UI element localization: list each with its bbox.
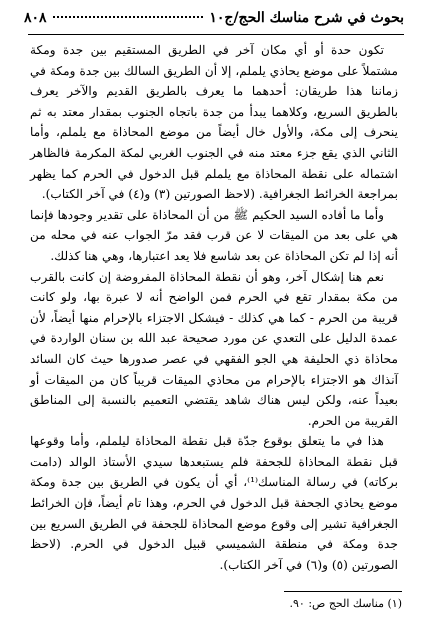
page-number: ٨٠٨ bbox=[24, 10, 47, 26]
header-rule bbox=[28, 34, 404, 35]
paragraph: وأما ما أفاده السيد الحكيم ﷺ من أن المحاذاة على تقدير وجودها فإنما هي على بعد من الميقات لا عن قرب فقد مرّ الجواب عنه في محله من أنه إذا لم تكن المحاذاة عن بعد شاسع فلا يعد اعتبارها، وهي هنا كذلك. bbox=[30, 207, 398, 263]
paragraph: تكون حدة أو أي مكان آخر في الطريق المستقيم بين جدة ومكة مشتملاً على موضع يحاذي يلملم، إلا أن الطريق السالك بين جدة ومكة في زماننا هذا طريقان: أحدهما ما يعرف بالطريق القديم والآخر يعرف بالطريق السريع، وكلاهما يبدأ من جدة باتجاه الجنوب بمقدار معتد به ثم ينحرف إلى مكة، والأول خال أيضاً من موضع المحاذاة مع يلملم، وأما الثاني الذي يقع جزء معتد منه في الجنوب الغربي لمكة المكرمة فالظاهر اشتماله على نقطة المحاذاة مع يلملم قبل الدخول في الحرم كما يظهر بمراجعة الخرائط الجغرافية. (لاحظ الصورتين (٣) و(٤) في آخر الكتاب). bbox=[30, 43, 398, 202]
footnote-rule bbox=[284, 591, 402, 592]
paragraph: هذا في ما يتعلق بوقوع جدّة قبل نقطة المحاذاة ليلملم، وأما وقوعها قبل نقطة المحاذاة للجحفة فلم يستبعدها سيدي الأستاذ الوالد (دامت بركاته) في رسالة المناسك⁽¹⁾، أي أن يكون في الطريق بين جدة ومكة موضع يحاذي الجحفة قبل الدخول في الحرم، وهذا تام أيضاً، فإن الخرائط الجغرافية تشير إلى وقوع موضع المحاذاة للجحفة في الطريق السريع بين جدة ومكة في منطقة الشميسي قبيل الدخول في الحرم. (لاحظ الصورتين (٥) و(٦) في آخر الكتاب). bbox=[30, 434, 398, 572]
header-title: بحوث في شرح مناسك الحج/ج١٠ bbox=[209, 10, 404, 26]
running-header bbox=[24, 10, 404, 32]
main-text bbox=[30, 40, 398, 575]
header-leader-dots bbox=[53, 16, 204, 18]
footnote: (١) مناسك الحج ص: ٩٠. bbox=[289, 597, 402, 610]
paragraph: نعم هنا إشكال آخر، وهو أن نقطة المحاذاة المفروضة إن كانت بالقرب من مكة بمقدار تقع في الحرم فمن الواضح أنه لا عبرة بها، ولو كانت قريبة من الحرم - كما هي كذلك - فيشكل الاجتزاء بالإحرام منها أيضاً، لأن عمدة الدليل على التعدي عن مورد صحيحة عبد الله بن سنان الواردة في محاذاة ذي الحليفة هي الجو الفقهي في عصر صدورها حيث كان السائد آنذاك هو الاجتزاء بالإحرام من محاذي الميقات قريباً كان من الميقات أو بعيداً عنه، ولكن ليس هناك شاهد يقتضي التعميم بالنسبة إلى المناطق القريبة من الحرم. bbox=[30, 269, 398, 428]
